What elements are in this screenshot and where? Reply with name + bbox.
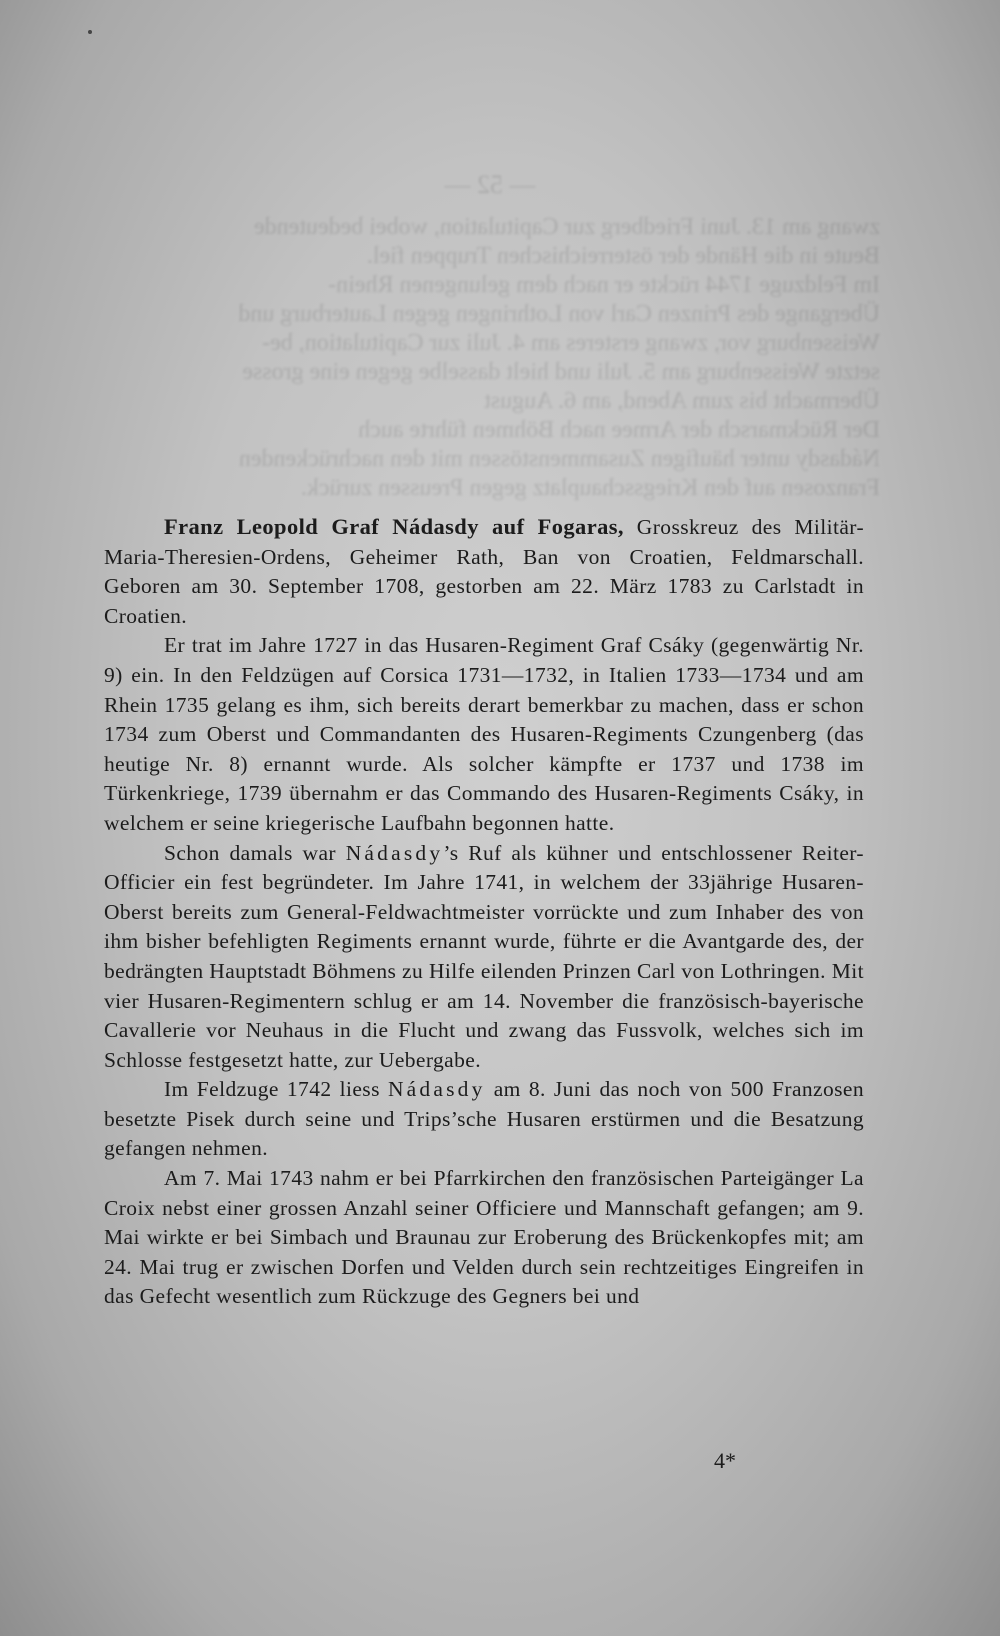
paragraph <box>104 1075 864 1164</box>
show-through-line: Beute in die Hände der österreichischen Truppen fiel. <box>366 243 880 269</box>
document-body <box>104 512 864 1312</box>
page-number: 4* <box>714 1448 736 1473</box>
text-segment: Im Feldzuge 1742 liess <box>164 1077 388 1102</box>
show-through-header: — 52 — <box>444 170 536 199</box>
text-segment: am 8. Juni das noch von 500 Franzosen besetzte Pisek durch seine und Trips’sche Husaren erstürmen und die Besatzung gefangen nehmen. <box>104 1077 864 1161</box>
show-through-line: Im Feldzuge 1744 rückte er nach dem gelungenen Rhein- <box>328 272 880 298</box>
paragraph <box>104 839 864 1076</box>
emphasized-name: Nádasdy <box>345 840 444 865</box>
show-through-lines <box>100 213 880 500</box>
show-through-line: Übermacht bis zum Abend, am 6. August <box>484 388 880 414</box>
text-segment: ’s Ruf als kühner und entschlossener Reiter-Officier ein fest begründeter. Im Jahre 1741, in welchem der 33jährige Husaren-Oberst bereits zum General-Feldwachtmeister vorrückte und zum Inhaber des von ihm bisher befehligten Regiments ernannt wurde, führte er die Avantgarde des, der bedrängten Hauptstadt Böhmens zu Hilfe eilenden Prinzen Carl von Lothringen. Mit vier Husaren-Regimentern schlug er am 14. November die französisch-bayerische Cavallerie vor Neuhaus in die Flucht und zwang das Fussvolk, welches sich im Schlosse festgesetzt hatte, zur Uebergabe. <box>104 840 864 1072</box>
text-segment: Am 7. Mai 1743 nahm er bei Pfarrkirchen den französischen Parteigänger La Croix nebst einer grossen Anzahl seiner Officiere und Mannschaft gefangen; am 9. Mai wirkte er bei Simbach und Braunau zur Eroberung des Brückenkopfes mit; am 24. Mai trug er zwischen Dorfen und Velden durch sein rechtzeitiges Eingreifen in das Gefecht wesentlich zum Rückzuge des Gegners bei und <box>104 1166 864 1309</box>
show-through-text <box>100 170 880 500</box>
text-segment: Schon damals war <box>164 840 346 865</box>
text-segment: Grosskreuz des Militär-Maria-Theresien-Ordens, Geheimer Rath, Ban von Croatien, Feldmarschall. Geboren am 30. September 1708, gestorben am 22. März 1783 zu Carlstadt in Croatien. <box>104 515 864 628</box>
ink-speck <box>88 30 92 34</box>
person-name-heading: Franz Leopold Graf Nádasdy auf Fogaras, <box>164 514 624 539</box>
paragraph <box>104 631 864 838</box>
show-through-line: Der Rückmarsch der Armee nach Böhmen führte auch <box>358 417 880 443</box>
show-through-line: zwang am 13. Juni Friedberg zur Capitulation, wobei bedeutende <box>253 214 880 240</box>
show-through-line: setzte Weissenburg am 5. Juli und hielt dasselbe gegen eine grosse <box>242 359 880 385</box>
show-through-line: Weissenburg vor, zwang ersteres am 4. Juli zur Capitulation, be- <box>262 330 880 356</box>
emphasized-name: Nádasdy <box>387 1077 486 1102</box>
show-through-line: Übergange des Prinzen Carl von Lothringen gegen Lauterburg und <box>238 301 880 327</box>
show-through-line: Franzosen auf den Kriegsschauplatz gegen Preussen zurück. <box>300 475 880 500</box>
show-through-line: Nádasdy unter häufigen Zusammenstössen mit den nachrückenden <box>238 446 880 472</box>
text-segment: Er trat im Jahre 1727 in das Husaren-Regiment Graf Csáky (gegenwärtig Nr. 9) ein. In den Feldzügen auf Corsica 1731—1732, in Italien 1733—1734 und am Rhein 1735 gelang es ihm, sich bereits derart bemerkbar zu machen, dass er schon 1734 zum Oberst und Commandanten des Husaren-Regiments Czungenberg (das heutige Nr. 8) ernannt wurde. Als solcher kämpfte er 1737 und 1738 im Türkenkriege, 1739 übernahm er das Commando des Husaren-Regiments Csáky, in welchem er seine kriegerische Laufbahn begonnen hatte. <box>104 633 864 835</box>
paragraph <box>104 1164 864 1312</box>
paragraph <box>104 512 864 631</box>
